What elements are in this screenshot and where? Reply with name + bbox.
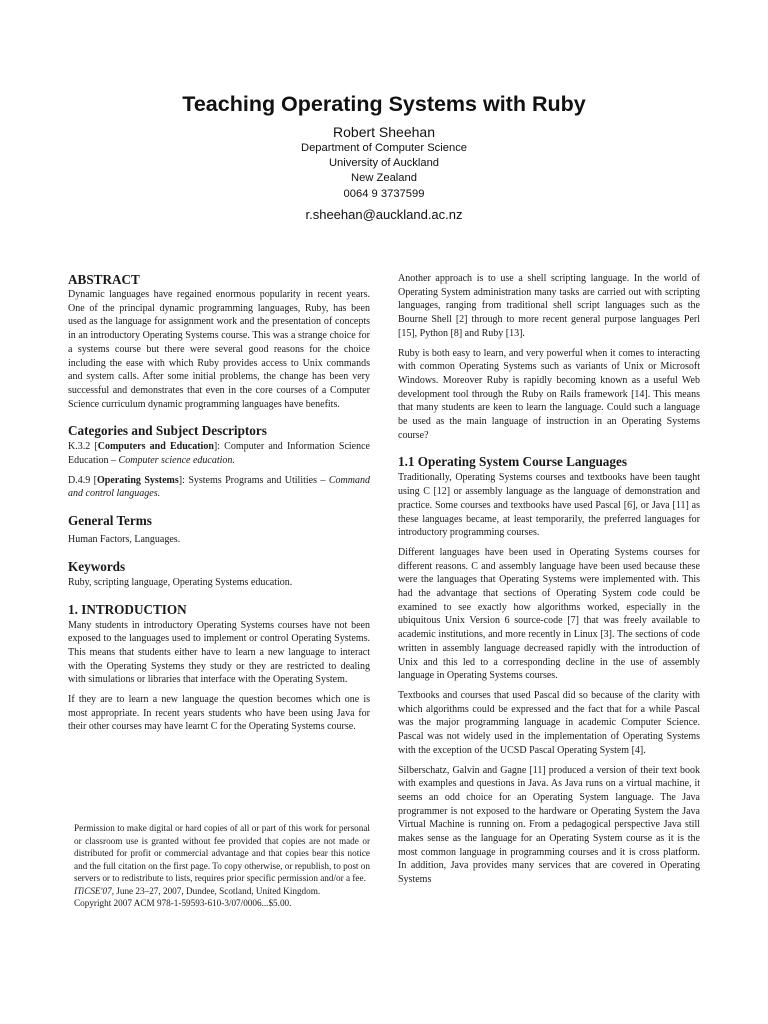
introduction-paragraph: If they are to learn a new language the question becomes which one is most appropriate. In recent years students who have been using Java for their other courses may have learnt C for the Operating Systems course. xyxy=(68,694,370,733)
category-bold: Computers and Education xyxy=(97,441,214,453)
category-code: D.4.9 [ xyxy=(68,474,97,486)
right-column xyxy=(398,272,700,887)
venue-details: , June 23–27, 2007, Dundee, Scotland, United Kingdom. xyxy=(111,885,321,896)
category-rest: ]: Computer and Information Science Education – xyxy=(68,441,370,467)
category-italic: Computer science education. xyxy=(118,455,235,467)
body-paragraph: Silberschatz, Galvin and Gagne [11] produced a version of their text book with examples and questions in Java. As Java runs on a virtual machine, it seems an odd choice for an Operating System language. The Java programmer is not exposed to the hardware or Operating System the Java Virtual Machine is running on. From a pedagogical perspective Java still makes sense as the language for an Operating System course as it is the most common language in programming courses and it is cross platform. In addition, Java provides many services that are covered in Operating Systems xyxy=(398,764,700,886)
general-terms-text: Human Factors, Languages. xyxy=(68,534,181,546)
affiliation-line: University of Auckland xyxy=(328,157,440,170)
category-item xyxy=(68,440,370,467)
affiliation-line: New Zealand xyxy=(351,172,417,185)
body-paragraph: Ruby is both easy to learn, and very powerful when it comes to interacting with common Operating Systems such as variants of Unix or Microsoft Windows. Moreover Ruby is rapidly becoming known as a useful Web development tool through the Ruby on Rails framework [14]. This means that many students are keen to learn the language. Could such a language be used as the main language of instruction in an Operating Systems course? xyxy=(398,347,700,441)
category-rest: ]: Systems Programs and Utilities – xyxy=(178,474,329,486)
body-paragraph: Traditionally, Operating Systems courses and textbooks have been taught using C [12] or assembly language as the language of demonstration and practice. Some courses and textbooks have used Pascal [6], or Java [11] as these languages became, at least temporarily, the preferred languages for introductory programming courses. xyxy=(398,472,700,539)
section-heading: 1.1 Operating System Course Languages xyxy=(398,454,627,470)
author-name: Robert Sheehan xyxy=(333,124,435,140)
abstract-heading: ABSTRACT xyxy=(68,272,140,287)
affiliation-line: Department of Computer Science xyxy=(300,142,468,154)
introduction-heading: 1. INTRODUCTION xyxy=(68,601,187,617)
keywords-text: Ruby, scripting language, Operating Systems education. xyxy=(68,576,293,588)
categories-heading: Categories and Subject Descriptors xyxy=(68,423,267,439)
affiliation-line: 0064 9 3737599 xyxy=(343,187,425,200)
author-email: r.sheehan@auckland.ac.nz xyxy=(305,207,463,222)
venue-name: ITiCSE'07 xyxy=(74,885,112,896)
abstract-text: Dynamic languages have regained enormous popularity in recent years. One of the principal dynamic programming languages, Ruby, has been used as the language for assignment work and the presentation of concepts in an introductory Operating Systems course. This was a strange choice for a systems course but there were several good reasons for the choice including the ease with which Ruby provides access to Unix commands and system calls. After some initial problems, the change has been very successful and demonstrates that even in the core courses of a Computer Science curriculum dynamic programming languages have benefits. xyxy=(68,289,370,410)
permission-body: Permission to make digital or hard copies of all or part of this work for personal or classroom use is granted without fee provided that copies are not made or distributed for profit or commercial advantage and that copies bear this notice and the full citation on the first page. To copy otherwise, or republish, to post on servers or to redistribute to lists, requires prior specific permission and/or a fee. xyxy=(74,823,370,883)
category-italic: Command and control languages. xyxy=(68,474,370,500)
body-paragraph: Textbooks and courses that used Pascal did so because of the clarity with which algorithms could be expressed and the fact that for a while Pascal was the major programming language in academic Computer Science. Pascal was not widely used in the implementation of Operating Systems with the exception of the UCSD Pascal Operating System [4]. xyxy=(398,689,700,756)
keywords-heading: Keywords xyxy=(68,558,126,574)
introduction-paragraph: Many students in introductory Operating Systems courses have not been exposed to the languages used to implement or control Operating Systems. This means that students either have to learn a new language to interact with the Operating Systems they study or they are restricted to dealing with simulations or libraries that interface with the Operating System. xyxy=(68,619,370,686)
copyright-notice xyxy=(68,822,370,910)
category-bold: Operating Systems xyxy=(97,474,179,486)
author-affiliation xyxy=(0,141,768,202)
left-column xyxy=(68,272,370,734)
body-paragraph: Different languages have been used in Operating Systems courses for different reasons. C and assembly language have been used because these were the languages that Operating Systems were implemented with. This had the advantage that sections of Operating System code could be examined to see exactly how algorithms worked, especially in the ubiquitous Unix Version 6 source-code [7] that was freely available to academic institutions, and more recently in Linux [3]. The sections of code written in assembly language decreased rapidly with the introduction of Unix and this led to a corresponding decline in the use of assembly language in Operating Systems courses. xyxy=(398,546,700,682)
general-terms-heading: General Terms xyxy=(68,513,152,529)
copyright-line: Copyright 2007 ACM 978-1-59593-610-3/07/0006...$5.00. xyxy=(74,898,292,908)
venue-line xyxy=(74,885,370,898)
paper-title: Teaching Operating Systems with Ruby xyxy=(182,92,586,116)
body-paragraph: Another approach is to use a shell scripting language. In the world of Operating System administration many tasks are carried out with scripting languages, ranging from traditional shell script languages such as the Bourne Shell [2] through to more recent general purpose languages Perl [15], Python [8] and Ruby [13]. xyxy=(398,273,700,339)
category-item xyxy=(68,474,370,501)
permission-text xyxy=(74,822,370,885)
category-code: K.3.2 [ xyxy=(68,441,98,453)
